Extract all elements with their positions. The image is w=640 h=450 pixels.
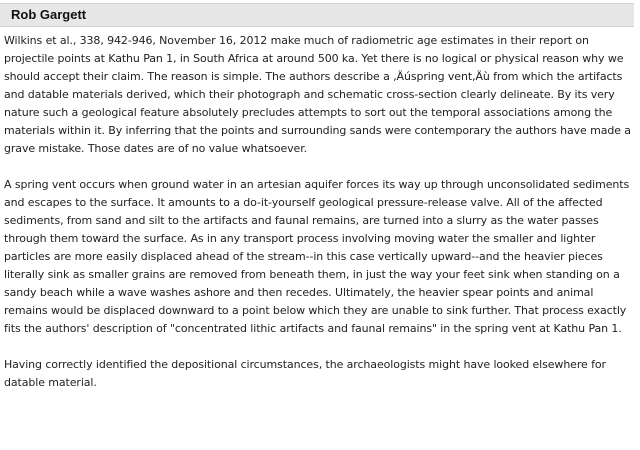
comment-author-name: Rob Gargett xyxy=(11,7,87,22)
comment-paragraph: Having correctly identified the depositional circumstances, the archaeologists might have looked elsewhere for datable material. xyxy=(4,358,606,389)
comment-paragraph: A spring vent occurs when ground water in an artesian aquifer forces its way up through unconsolidated sediments and escapes to the surface. It amounts to a do-it-yourself geological pressure-release valve. All of the affected sediments, from sand and silt to the artifacts and faunal remains, are turned into a slurry as the water passes through them toward the surface. As in any transport process involving moving water the smaller and lighter particles are more easily displaced ahead of the stream--in this case vertically upward--and the heavier pieces literally sink as smaller grains are removed from beneath them, in just the way your feet sink when standing on a sandy beach while a wave washes ashore and then recedes. Ultimately, the heavier spear points and animal remains would be displaced downward to a point below which they are unable to sink further. That process exactly fits the authors' description of "concentrated lithic artifacts and faunal remains" in the spring vent at Kathu Pan 1. xyxy=(4,178,630,335)
comment-paragraph: Wilkins et al., 338, 942-946, November 16, 2012 make much of radiometric age estimates in their report on projectile points at Kathu Pan 1, in South Africa at around 500 ka. Yet there is no logical or physical reason why we should accept their claim. The reason is simple. The authors describe a ‚Äúspring vent‚Äù from which the artifacts and datable materials derived, which their photograph and schematic cross-section clearly delineate. By its very nature such a geological feature absolutely precludes attempts to sort out the temporal associations among the materials within it. By inferring that the points and surrounding sands were contemporary the authors have made a grave mistake. Those dates are of no value whatsoever. xyxy=(4,34,631,155)
comment-body xyxy=(4,32,636,410)
comment-author-bar xyxy=(0,3,634,27)
